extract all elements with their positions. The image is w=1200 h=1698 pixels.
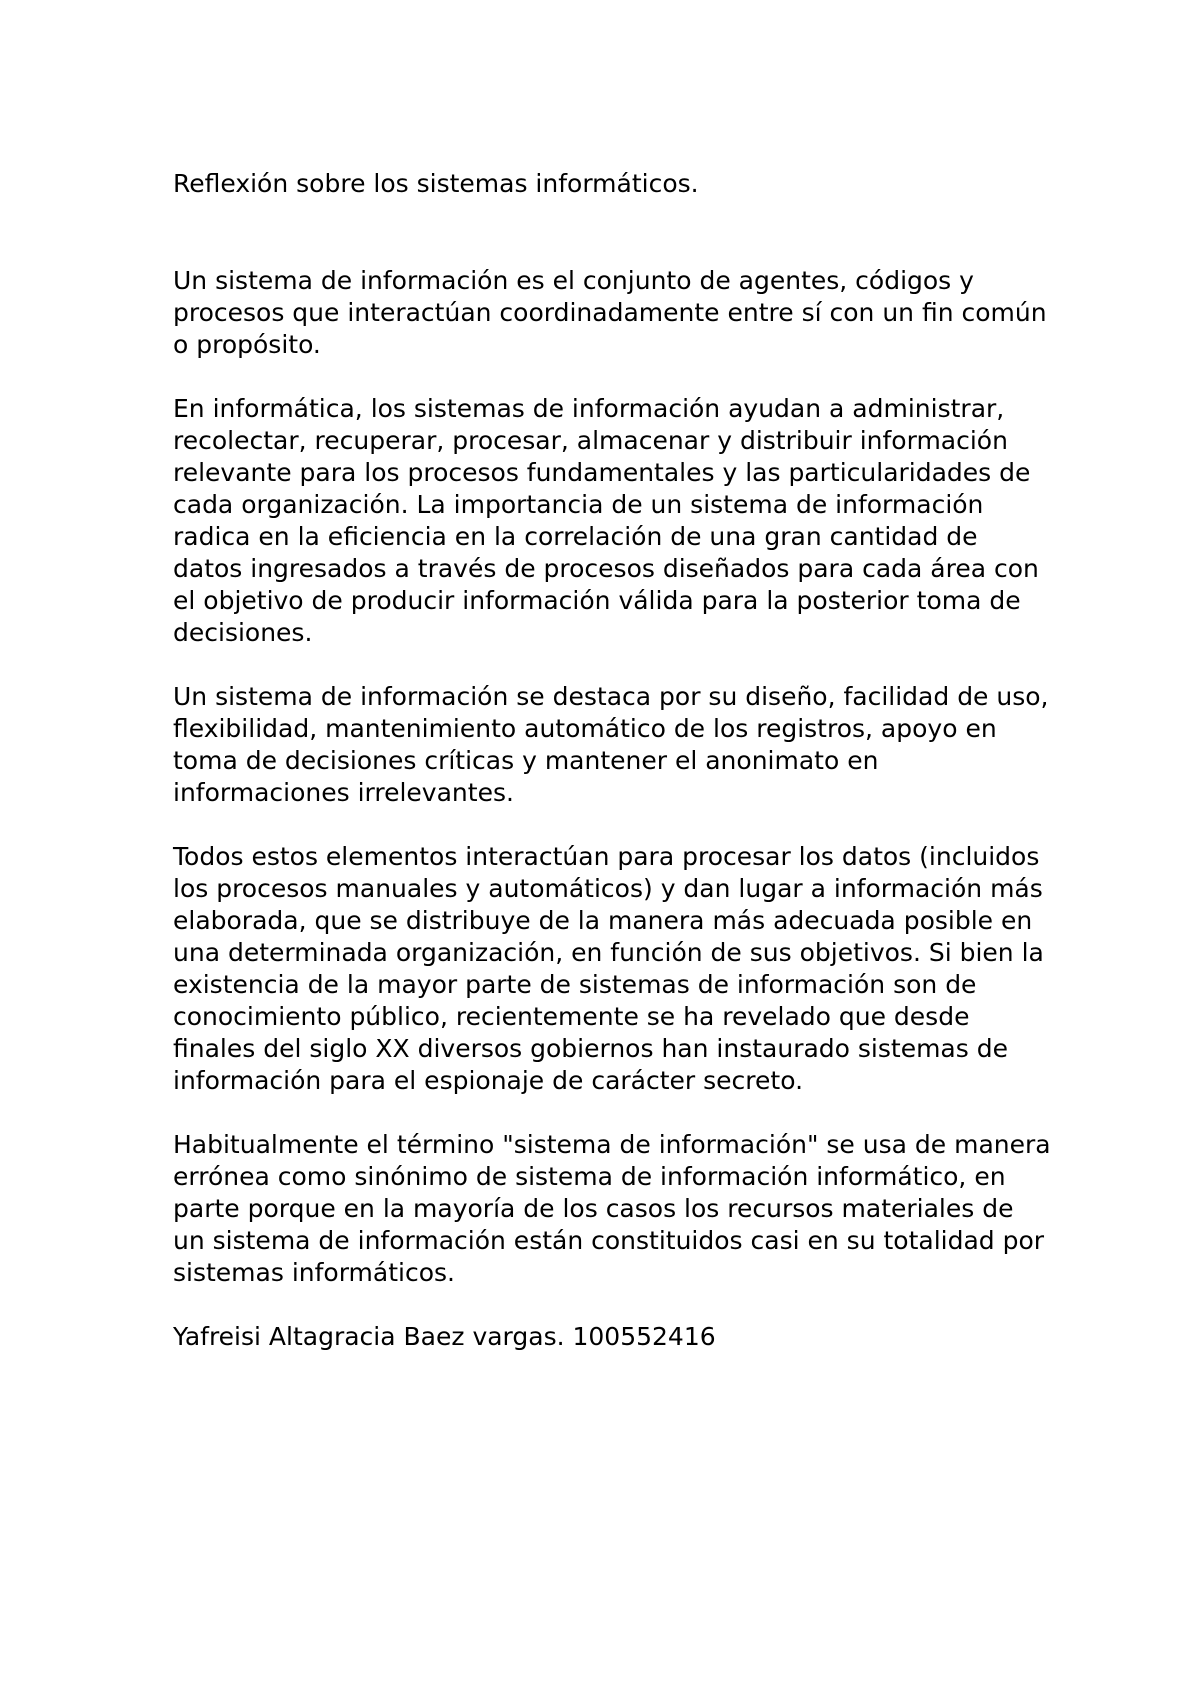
document-title: Reflexión sobre los sistemas informáticos. [173,169,699,198]
author-signature: Yafreisi Altagracia Baez vargas. 100552416 [173,1322,716,1351]
paragraph-elements: Todos estos elementos interactúan para procesar los datos (incluidos los procesos manuales y automáticos) y dan lugar a información más elaborada, que se distribuye de la manera más adecuada posible en una determinada organización, en función de sus objetivos. Si bien la existencia de la mayor parte de sistemas de información son de conocimiento público, recientemente se ha revelado que desde finales del siglo XX diversos gobiernos han instaurado sistemas de información para el espionaje de carácter secreto. [173,842,1044,1095]
paragraph-usage: Habitualmente el término "sistema de información" se usa de manera errónea como sinónimo de sistema de información informático, en parte porque en la mayoría de los casos los recursos materiales de un sistema de información están constituidos casi en su totalidad por sistemas informáticos. [173,1130,1051,1287]
paragraph-informatics: En informática, los sistemas de información ayudan a administrar, recolectar, recuperar, procesar, almacenar y distribuir información relevante para los procesos fundamentales y las particularidades de cada organización. La importancia de un sistema de información radica en la eficiencia en la correlación de una gran cantidad de datos ingresados a través de procesos diseñados para cada área con el objetivo de producir información válida para la posterior toma de decisiones. [173,394,1039,647]
paragraph-features: Un sistema de información se destaca por su diseño, facilidad de uso, flexibilidad, mantenimiento automático de los registros, apoyo en toma de decisiones críticas y mantener el anonimato en informaciones irrelevantes. [173,682,1049,807]
paragraph-definition: Un sistema de información es el conjunto de agentes, códigos y procesos que interactúan coordinadamente entre sí con un fin común o propósito. [173,266,1047,359]
document-page [173,168,1053,1353]
